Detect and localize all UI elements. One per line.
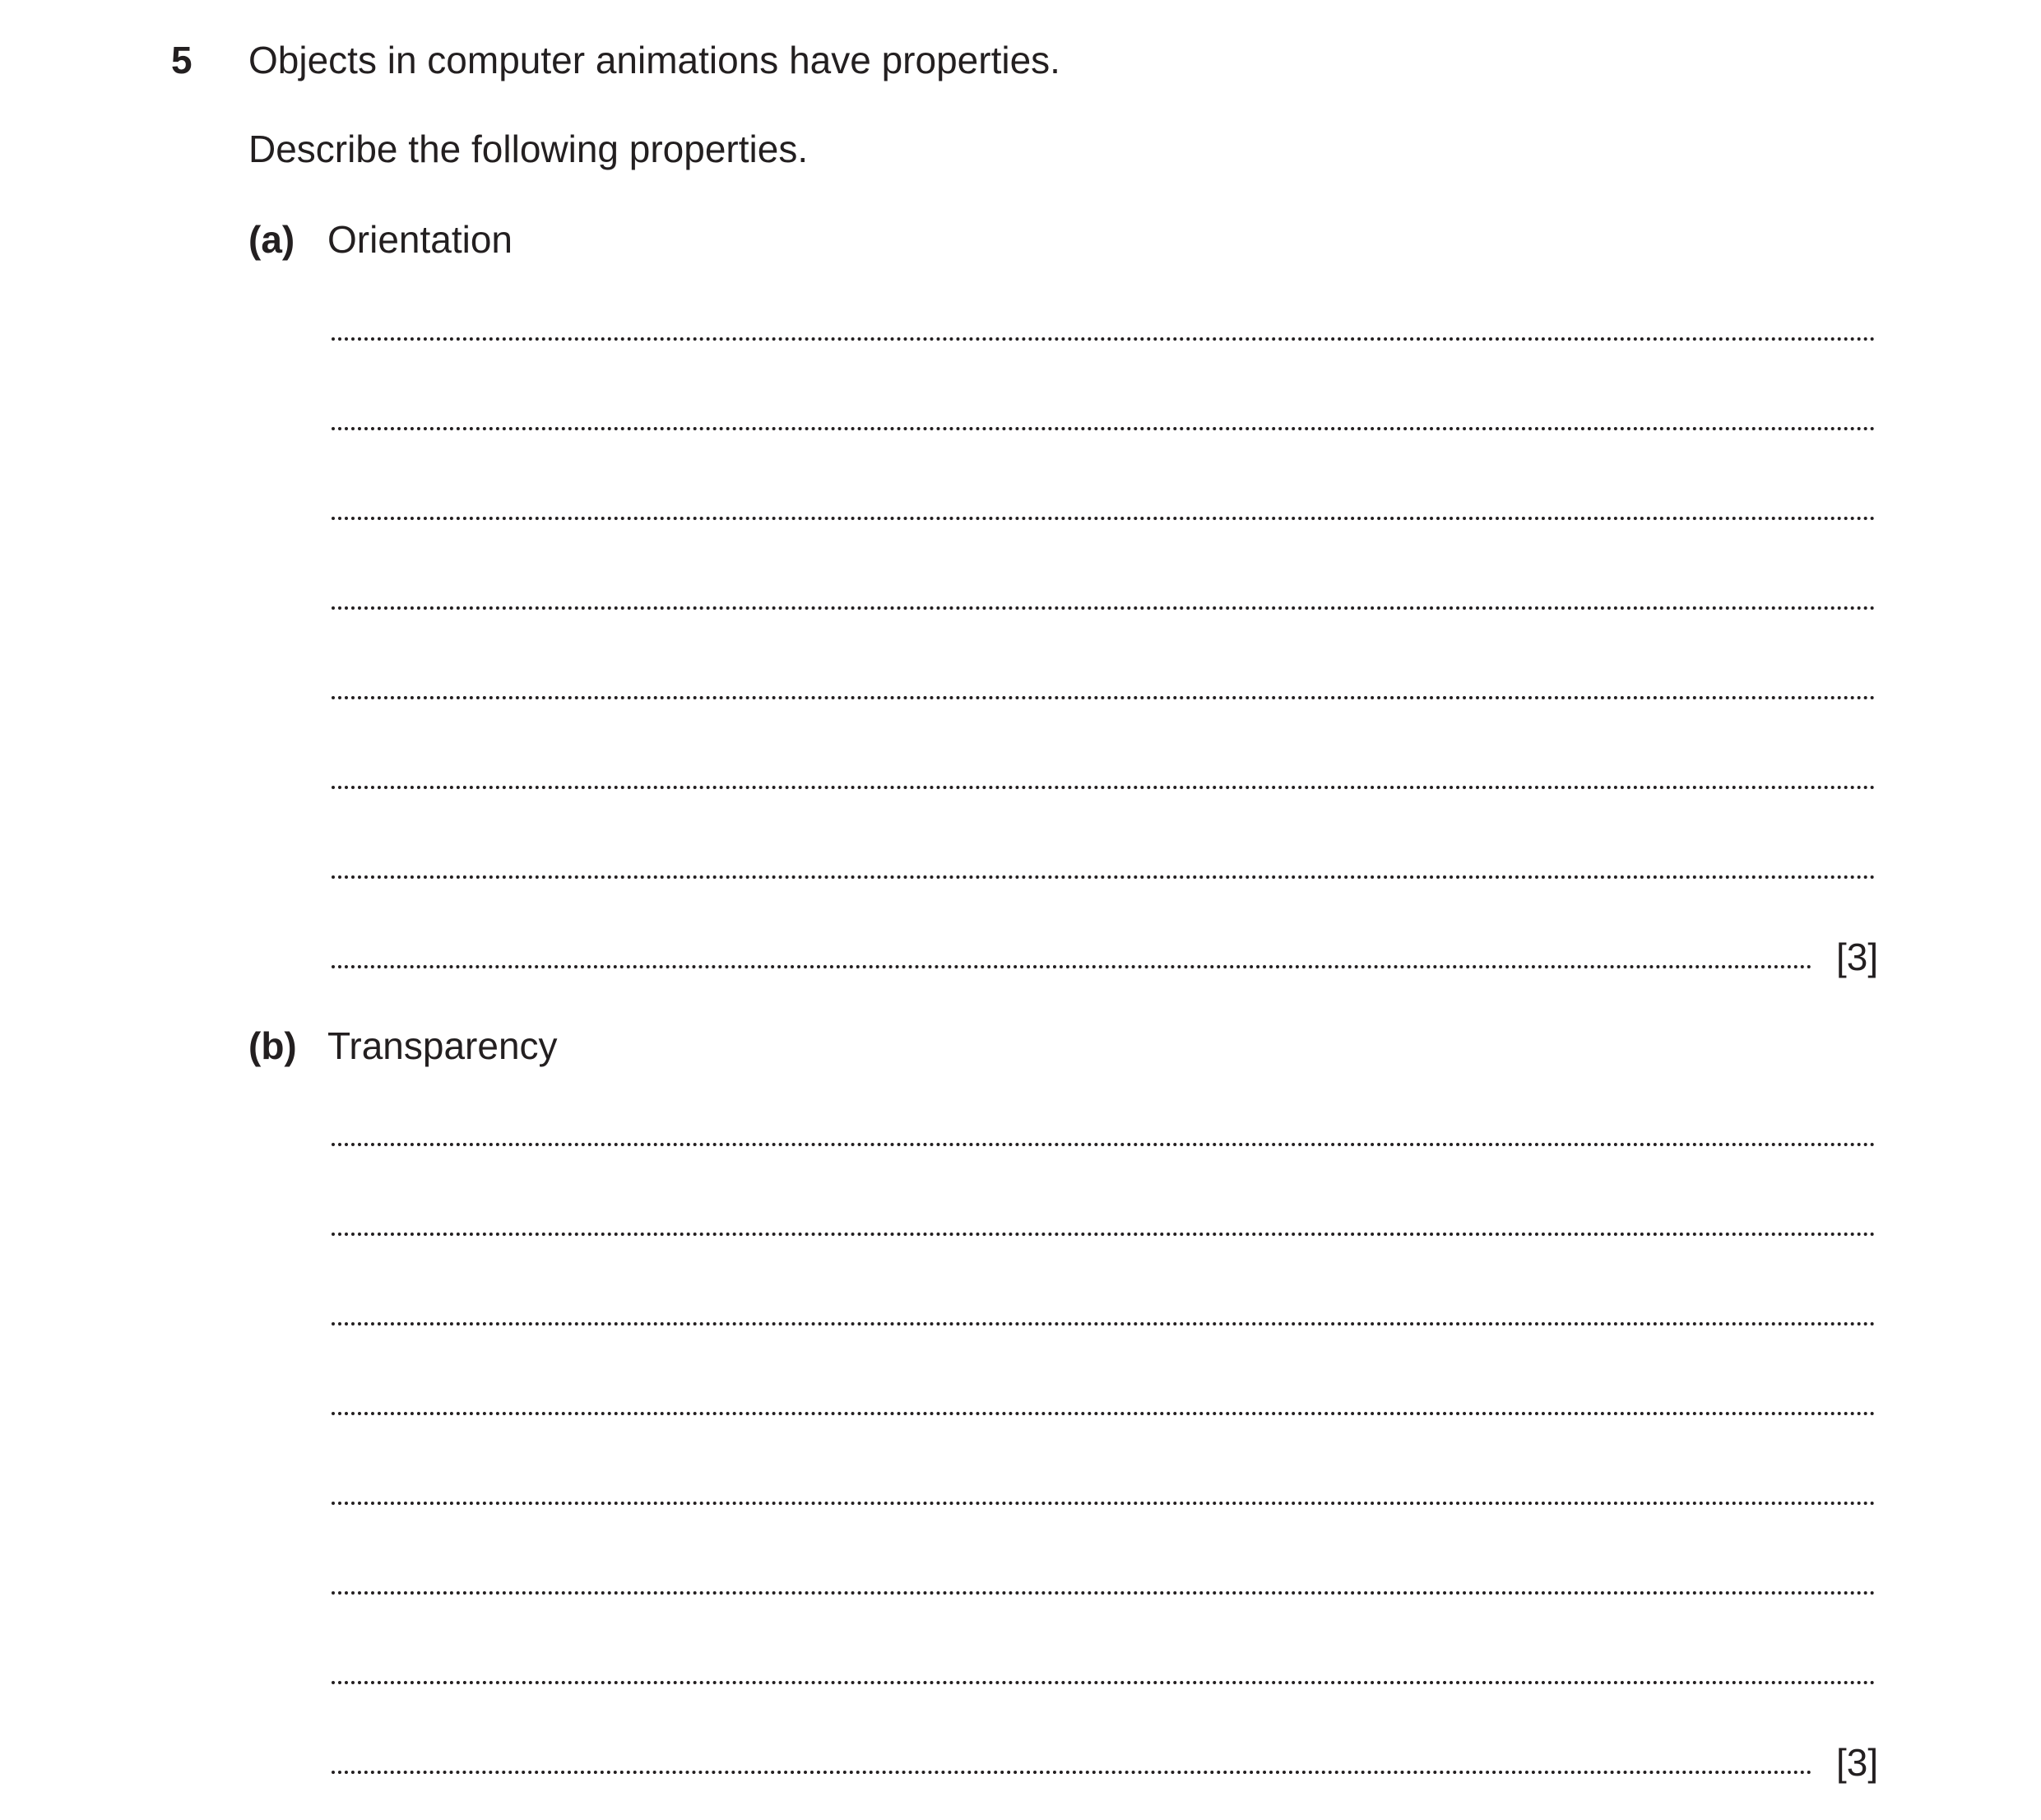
answer-line-a-7[interactable] [332,875,1876,879]
part-b-label: (b) [248,1024,297,1067]
answer-line-a-5[interactable] [332,696,1876,699]
question-number: 5 [171,39,193,81]
answer-line-a-4[interactable] [332,606,1876,610]
part-b-title: Transparency [327,1024,558,1067]
answer-line-b-7[interactable] [332,1681,1876,1684]
answer-line-b-4[interactable] [332,1412,1876,1415]
question-stem: Objects in computer animations have properties. [248,39,1060,81]
answer-line-a-3[interactable] [332,517,1876,520]
answer-line-b-3[interactable] [332,1322,1876,1326]
answer-line-b-6[interactable] [332,1591,1876,1595]
answer-line-b-1[interactable] [332,1143,1876,1146]
answer-line-a-2[interactable] [332,427,1876,430]
part-a-marks: [3] [1836,936,1879,978]
part-a-title: Orientation [327,218,513,261]
part-a-label: (a) [248,218,295,261]
answer-line-b-8[interactable] [332,1771,1812,1774]
answer-line-a-8[interactable] [332,965,1812,968]
answer-line-b-5[interactable] [332,1502,1876,1505]
part-b-marks: [3] [1836,1741,1879,1784]
answer-line-a-6[interactable] [332,786,1876,789]
answer-line-a-1[interactable] [332,337,1876,341]
answer-line-b-2[interactable] [332,1233,1876,1236]
question-instruction: Describe the following properties. [248,128,809,170]
